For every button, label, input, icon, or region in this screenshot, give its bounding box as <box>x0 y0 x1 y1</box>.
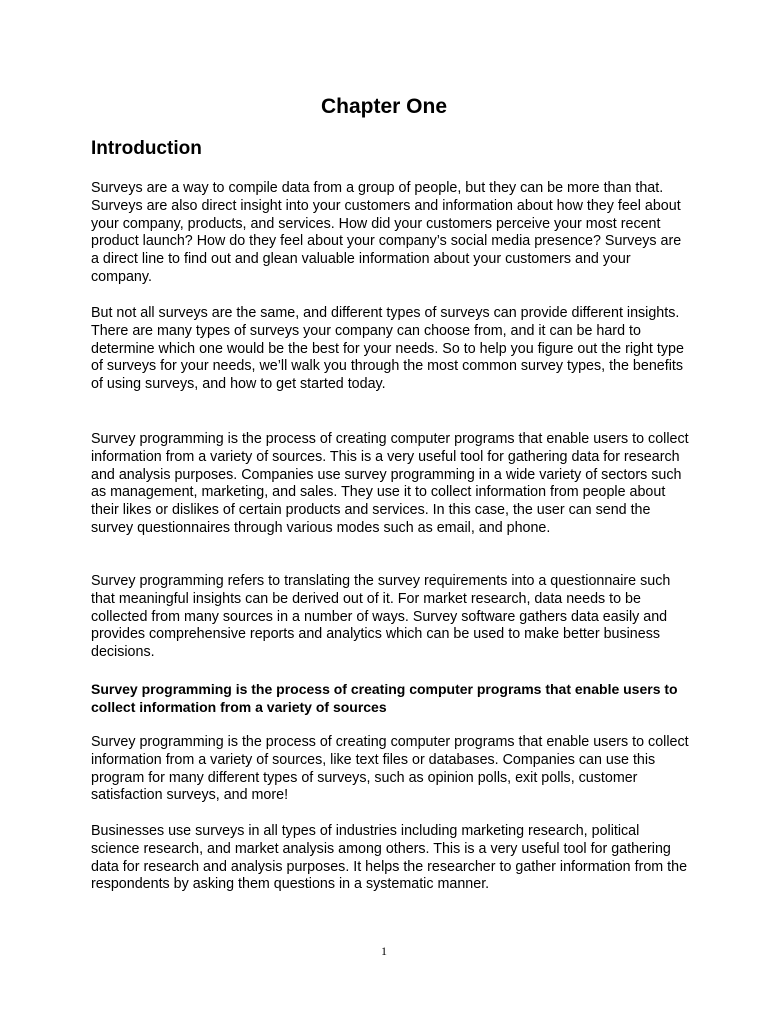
bold-subheading: Survey programming is the process of creating computer programs that enable users to collect information from a variety of sources <box>91 681 678 715</box>
paragraph-surveys-overview: Surveys are a way to compile data from a group of people, but they can be more than that. Surveys are also direct insight into your customers and information about how they feel about your company, products, and services. How did your customers perceive your most recent product launch? How do they feel about your company’s social media presence? Surveys are a direct line to find out and glean valuable information about your customers and your company. <box>91 180 682 285</box>
paragraph-survey-types: But not all surveys are the same, and different types of surveys can provide different insights. There are many types of surveys your company can choose from, and it can be hard to determine which one would be the best for your needs. So to help you figure out the right type of surveys for your needs, we’ll walk you through the most common survey types, the benefits of using surveys, and how to get started today. <box>91 305 684 393</box>
paragraph-survey-programming-translation: Survey programming refers to translating the survey requirements into a questionnaire such that meaningful insights can be derived out of it. For market research, data needs to be collected from many sources in a number of ways. Survey software gathers data easily and provides comprehensive reports and analytics which can be used to make better business decisions. <box>91 573 671 661</box>
paragraph-businesses-use-surveys: Businesses use surveys in all types of industries including marketing research, political science research, and market analysis among others. This is a very useful tool for gathering data for research and analysis purposes. It helps the researcher to gather information from the respondents by asking them questions in a systematic manner. <box>91 823 688 893</box>
section-heading: Introduction <box>91 138 202 159</box>
page-number: 1 <box>381 944 387 958</box>
paragraph-survey-programming-sources: Survey programming is the process of creating computer programs that enable users to collect information from a variety of sources, like text files or databases. Companies can use this program for many different types of surveys, such as opinion polls, exit polls, customer satisfaction surveys, and more! <box>91 734 689 804</box>
chapter-title: Chapter One <box>320 95 448 118</box>
paragraph-survey-programming-definition: Survey programming is the process of creating computer programs that enable users to collect information from a variety of sources. This is a very useful tool for gathering data for research and analysis purposes. Companies use survey programming in a wide variety of sectors such as management, marketing, and sales. They use it to collect information from people about their likes or dislikes of certain products and services. In this case, the user can send the survey questionnaires through various modes such as email, and phone. <box>91 431 689 536</box>
